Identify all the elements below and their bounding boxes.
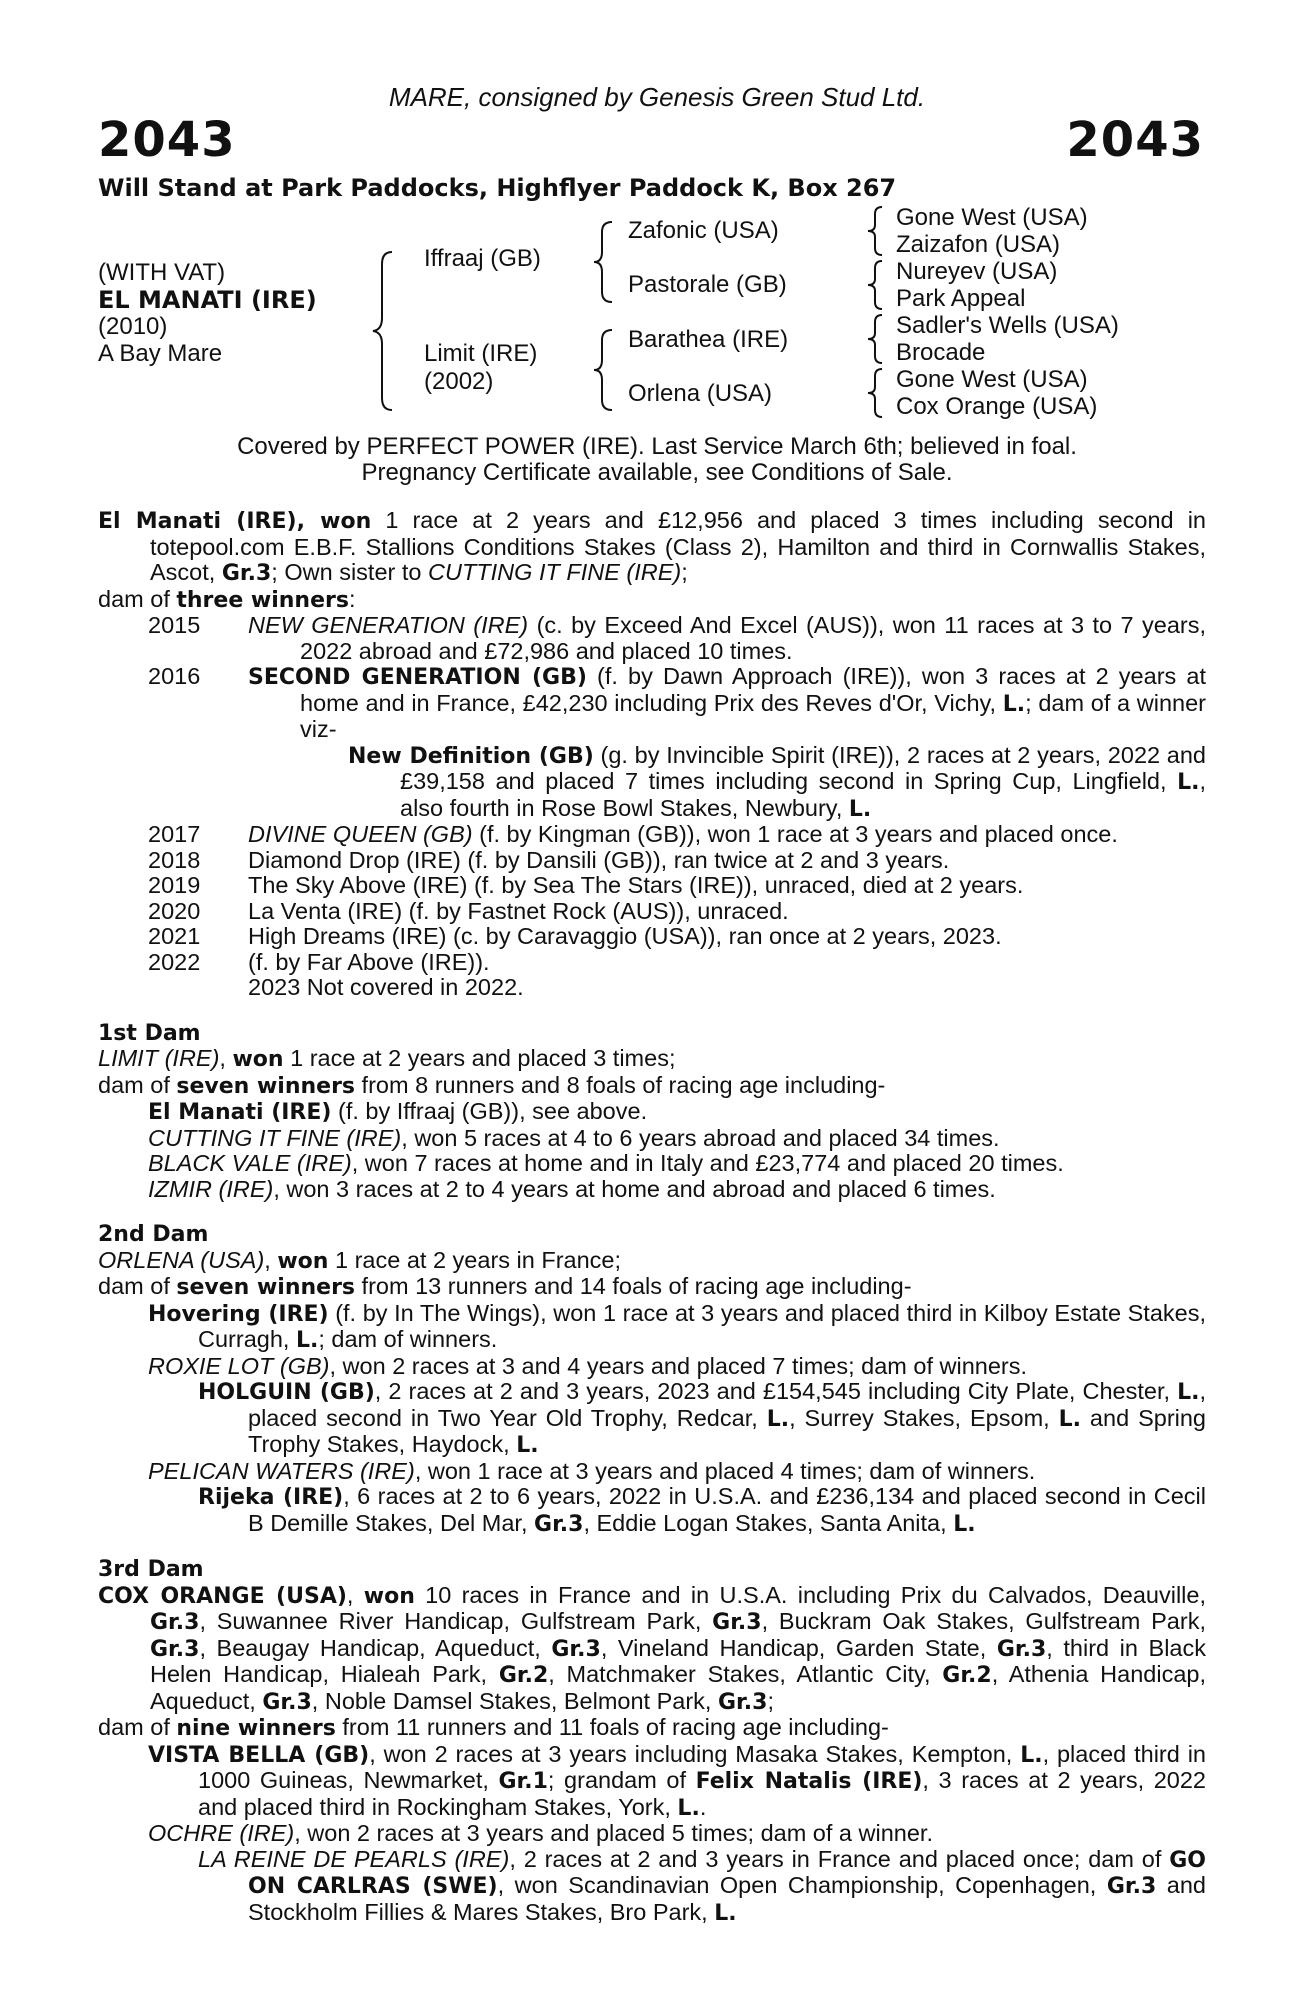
brace-g3-4 xyxy=(866,367,888,419)
horse-year: (2010) xyxy=(98,313,168,340)
first-dam-produce: CUTTING IT FINE (IRE), won 5 races at 4 to 6 years abroad and placed 34 times. xyxy=(148,1124,1000,1151)
dam-dam-dam: Cox Orange (USA) xyxy=(896,393,1098,420)
brace-g3-3 xyxy=(866,313,888,365)
fourth-generation-produce: LA REINE DE PEARLS (IRE), 2 races at 2 and 3 years in France and placed once; dam of GO ON CARLRAS (SWE), won Scandinavian Open Championship, Copenhagen, Gr.3 and Stockholm Fillies & Mares Stakes, Bro Park, L. xyxy=(198,1845,1206,1926)
second-dam-summary: ORLENA (USA), won 1 race at 2 years in France; xyxy=(98,1246,622,1274)
covering-line-1: Covered by PERFECT POWER (IRE). Last Service March 6th; believed in foal. xyxy=(237,433,1077,460)
dam: Limit (IRE) xyxy=(424,340,538,367)
first-dam-produce: IZMIR (IRE), won 3 races at 2 to 4 years at home and abroad and placed 6 times. xyxy=(148,1175,996,1202)
brace-g3-1 xyxy=(866,205,888,257)
brace-generation-1 xyxy=(370,250,400,412)
not-covered-note: 2023 Not covered in 2022. xyxy=(248,974,524,1000)
brace-g3-2 xyxy=(866,259,888,311)
sire-dam: Pastorale (GB) xyxy=(628,271,787,298)
stand-location: Will Stand at Park Paddocks, Highflyer Paddock K, Box 267 xyxy=(98,174,897,202)
produce-row: 2015 NEW GENERATION (IRE) (c. by Exceed And Excel (AUS)), won 11 races at 3 to 7 years, 2022 abroad and £72,986 and placed 10 times. xyxy=(148,612,1206,664)
first-dam-produce: El Manati (IRE) (f. by Iffraaj (GB)), see above. xyxy=(148,1098,648,1125)
third-dam-produce: OCHRE (IRE), won 2 races at 3 years and placed 5 times; dam of a winner. xyxy=(148,1820,933,1846)
produce-row: 2019 The Sky Above (IRE) (f. by Sea The Stars (IRE)), unraced, died at 2 years. xyxy=(148,872,1024,898)
consignor-line: MARE, consigned by Genesis Green Stud Ltd. xyxy=(388,82,926,112)
third-generation-produce: HOLGUIN (GB), 2 races at 2 and 3 years, 2023 and £154,545 including City Plate, Chester, L., placed second in Two Year Old Trophy, Redcar, L., Surrey Stakes, Epsom, L. and Spring Trophy Stakes, Haydock, L. xyxy=(198,1378,1207,1458)
dam-dam: Orlena (USA) xyxy=(628,380,773,407)
sire-sire: Zafonic (USA) xyxy=(628,217,779,244)
sire-dam-sire: Nureyev (USA) xyxy=(896,258,1058,285)
catalogue-body xyxy=(98,508,1206,1926)
sire-dam-dam: Park Appeal xyxy=(896,285,1026,312)
lot-number-left: 2043 xyxy=(98,112,236,168)
dam-sire-sire: Sadler's Wells (USA) xyxy=(896,312,1119,339)
second-dam-produce: Hovering (IRE) (f. by In The Wings), won 1 race at 3 years and placed third in Kilboy Estate Stakes, Curragh, L.; dam of winners. xyxy=(148,1299,1206,1353)
first-dam-produce: BLACK VALE (IRE), won 7 races at home and in Italy and £23,774 and placed 20 times. xyxy=(148,1150,1064,1176)
covering-note xyxy=(0,434,1314,486)
lot-number-right: 2043 xyxy=(1066,112,1204,168)
third-generation-produce: Rijeka (IRE), 6 races at 2 to 6 years, 2022 in U.S.A. and £236,134 and placed second in Cecil B Demille Stakes, Del Mar, Gr.3, Eddie Logan Stakes, Santa Anita, L. xyxy=(198,1483,1207,1537)
produce-row: 2022 (f. by Far Above (IRE)). xyxy=(148,948,490,975)
produce-row: 2020 La Venta (IRE) (f. by Fastnet Rock (AUS)), unraced. xyxy=(148,897,789,924)
first-dam-summary: LIMIT (IRE), won 1 race at 2 years and placed 3 times; xyxy=(98,1045,676,1072)
vat-note: (WITH VAT) xyxy=(98,259,226,286)
dam-dam-sire: Gone West (USA) xyxy=(896,366,1088,393)
dam-sire-dam: Brocade xyxy=(896,339,986,366)
first-dam-produce-intro: dam of seven winners from 8 runners and 8 foals of racing age including- xyxy=(98,1071,886,1099)
second-dam-heading: 2nd Dam xyxy=(98,1222,209,1247)
produce-intro: dam of three winners: xyxy=(98,585,356,613)
second-dam-produce-intro: dam of seven winners from 13 runners and 14 foals of racing age including- xyxy=(98,1273,912,1300)
produce-row: 2018 Diamond Drop (IRE) (f. by Dansili (GB)), ran twice at 2 and 3 years. xyxy=(148,846,950,873)
horse-name: EL MANATI (IRE) xyxy=(98,286,317,314)
brace-sire-line xyxy=(592,220,618,304)
produce-row: 2016 SECOND GENERATION (GB) (f. by Dawn Approach (IRE)), won 3 races at 2 years at home and in France, £42,230 including Prix des Reves d'Or, Vichy, L.; dam of a winner viz- xyxy=(148,663,1206,742)
third-dam-produce-intro: dam of nine winners from 11 runners and 11 foals of racing age including- xyxy=(98,1714,889,1741)
dam-sire: Barathea (IRE) xyxy=(628,326,789,353)
sire: Iffraaj (GB) xyxy=(424,245,541,272)
covering-line-2: Pregnancy Certificate available, see Conditions of Sale. xyxy=(361,459,953,486)
third-dam-produce: VISTA BELLA (GB), won 2 races at 3 years including Masaka Stakes, Kempton, L., placed third in 1000 Guineas, Newmarket, Gr.1; grandam of Felix Natalis (IRE), 3 races at 2 years, 2022 and placed third in Rockingham Stakes, York, L.. xyxy=(148,1740,1206,1821)
third-dam-summary: COX ORANGE (USA), won 10 races in France and in U.S.A. including Prix du Calvados, Deauville, Gr.3, Suwannee River Handicap, Gulfstream Park, Gr.3, Buckram Oak Stakes, Gulfstream Park, Gr.3, Beaugay Handicap, Aqueduct, Gr.3, Vineland Handicap, Garden State, Gr.3, third in Black Helen Handicap, Hialeah Park, Gr.2, Matchmaker Stakes, Atlantic City, Gr.2, Athenia Handicap, Aqueduct, Gr.3, Noble Damsel Stakes, Belmont Park, Gr.3; xyxy=(98,1581,1206,1715)
third-dam-heading: 3rd Dam xyxy=(98,1557,204,1582)
first-dam-heading: 1st Dam xyxy=(98,1020,201,1046)
second-dam-produce: PELICAN WATERS (IRE), won 1 race at 3 years and placed 4 times; dam of winners. xyxy=(148,1457,1036,1484)
sire-sire-sire: Gone West (USA) xyxy=(896,204,1088,231)
sire-sire-dam: Zaizafon (USA) xyxy=(896,231,1061,258)
horse-description: A Bay Mare xyxy=(98,340,223,367)
grandproduce-new-definition: New Definition (GB) (g. by Invincible Spirit (IRE)), 2 races at 2 years, 2022 and £39,158 and placed 7 times including second in Spring Cup, Lingfield, L., also fourth in Rose Bowl Stakes, Newbury, L. xyxy=(348,741,1207,822)
produce-row: 2021 High Dreams (IRE) (c. by Caravaggio (USA)), ran once at 2 years, 2023. xyxy=(148,923,1002,949)
second-dam-produce: ROXIE LOT (GB), won 2 races at 3 and 4 years and placed 7 times; dam of winners. xyxy=(148,1352,1028,1379)
horse-summary: El Manati (IRE), won 1 race at 2 years and £12,956 and placed 3 times including second in totepool.com E.B.F. Stallions Conditions Stakes (Class 2), Hamilton and third in Cornwallis Stakes, Ascot, Gr.3; Own sister to CUTTING IT FINE (IRE); xyxy=(98,507,1206,586)
brace-dam-line xyxy=(592,328,618,412)
produce-row: 2017 DIVINE QUEEN (GB) (f. by Kingman (GB)), won 1 race at 3 years and placed once. xyxy=(148,821,1118,847)
dam-year: (2002) xyxy=(424,368,494,395)
